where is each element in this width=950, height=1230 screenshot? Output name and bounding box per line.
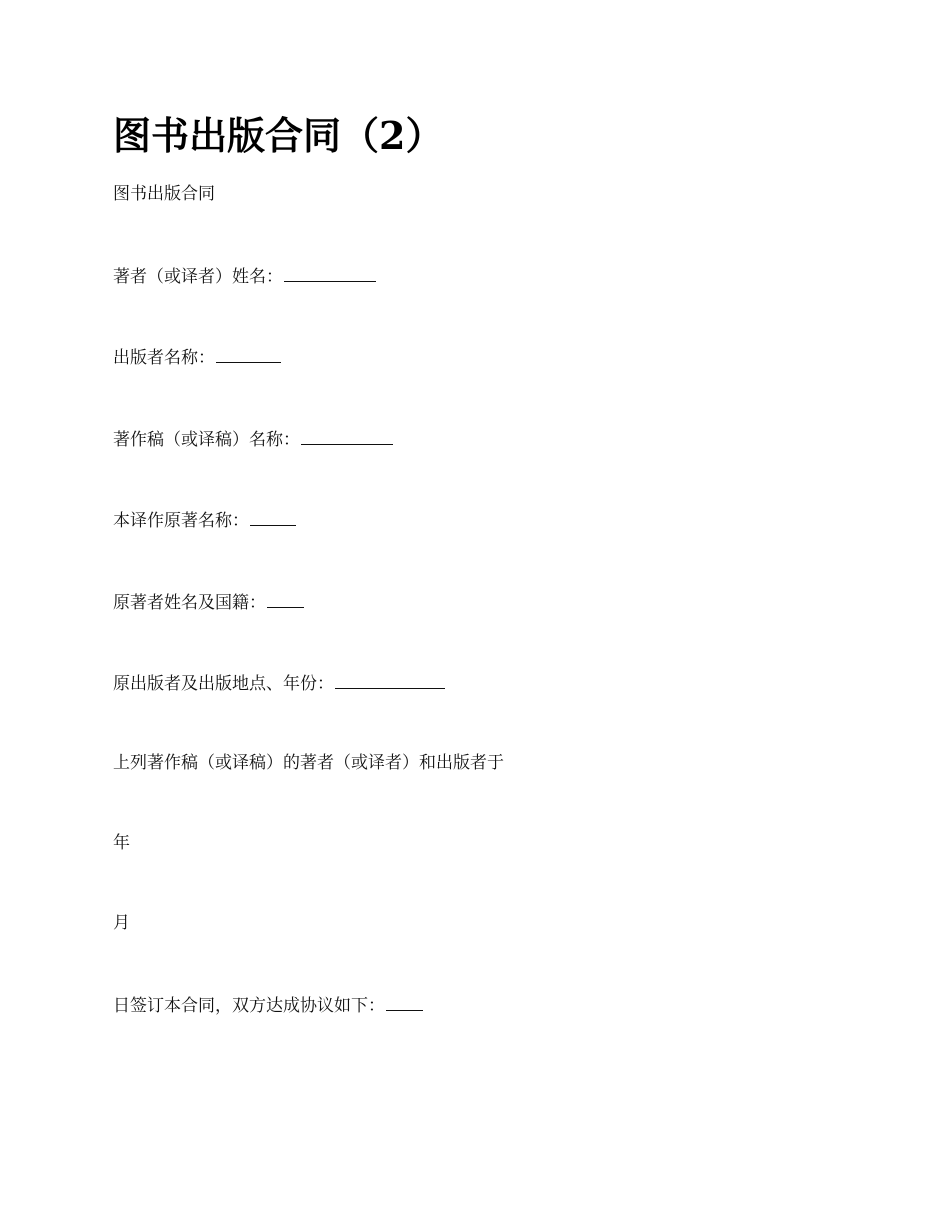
field-label: 著者（或译者）姓名： bbox=[113, 267, 283, 287]
fill-in-blank[interactable] bbox=[267, 589, 304, 608]
document-subtitle: 图书出版合同 bbox=[113, 184, 215, 204]
closing-text: 日签订本合同，双方达成协议如下： bbox=[113, 996, 385, 1016]
field-publisher-name bbox=[113, 344, 281, 370]
field-label: 原著者姓名及国籍： bbox=[113, 593, 266, 613]
closing-line bbox=[113, 992, 423, 1018]
body-line: 上列著作稿（或译稿）的著者（或译者）和出版者于 bbox=[113, 753, 504, 773]
field-original-publisher bbox=[113, 670, 445, 696]
fill-in-blank[interactable] bbox=[386, 992, 423, 1011]
field-original-work-name bbox=[113, 507, 296, 533]
field-label: 著作稿（或译稿）名称： bbox=[113, 430, 300, 450]
fill-in-blank[interactable] bbox=[301, 426, 393, 445]
fill-in-blank[interactable] bbox=[284, 263, 376, 282]
field-original-author bbox=[113, 589, 304, 615]
fill-in-blank[interactable] bbox=[250, 507, 296, 526]
document-title: 图书出版合同（2） bbox=[113, 113, 444, 158]
field-author-name bbox=[113, 263, 376, 289]
month-label: 月 bbox=[113, 913, 130, 933]
fill-in-blank[interactable] bbox=[335, 670, 445, 689]
field-label: 出版者名称： bbox=[113, 348, 215, 368]
field-label: 本译作原著名称： bbox=[113, 511, 249, 531]
field-manuscript-name bbox=[113, 426, 393, 452]
field-label: 原出版者及出版地点、年份： bbox=[113, 674, 334, 694]
year-label: 年 bbox=[113, 833, 130, 853]
fill-in-blank[interactable] bbox=[216, 344, 281, 363]
